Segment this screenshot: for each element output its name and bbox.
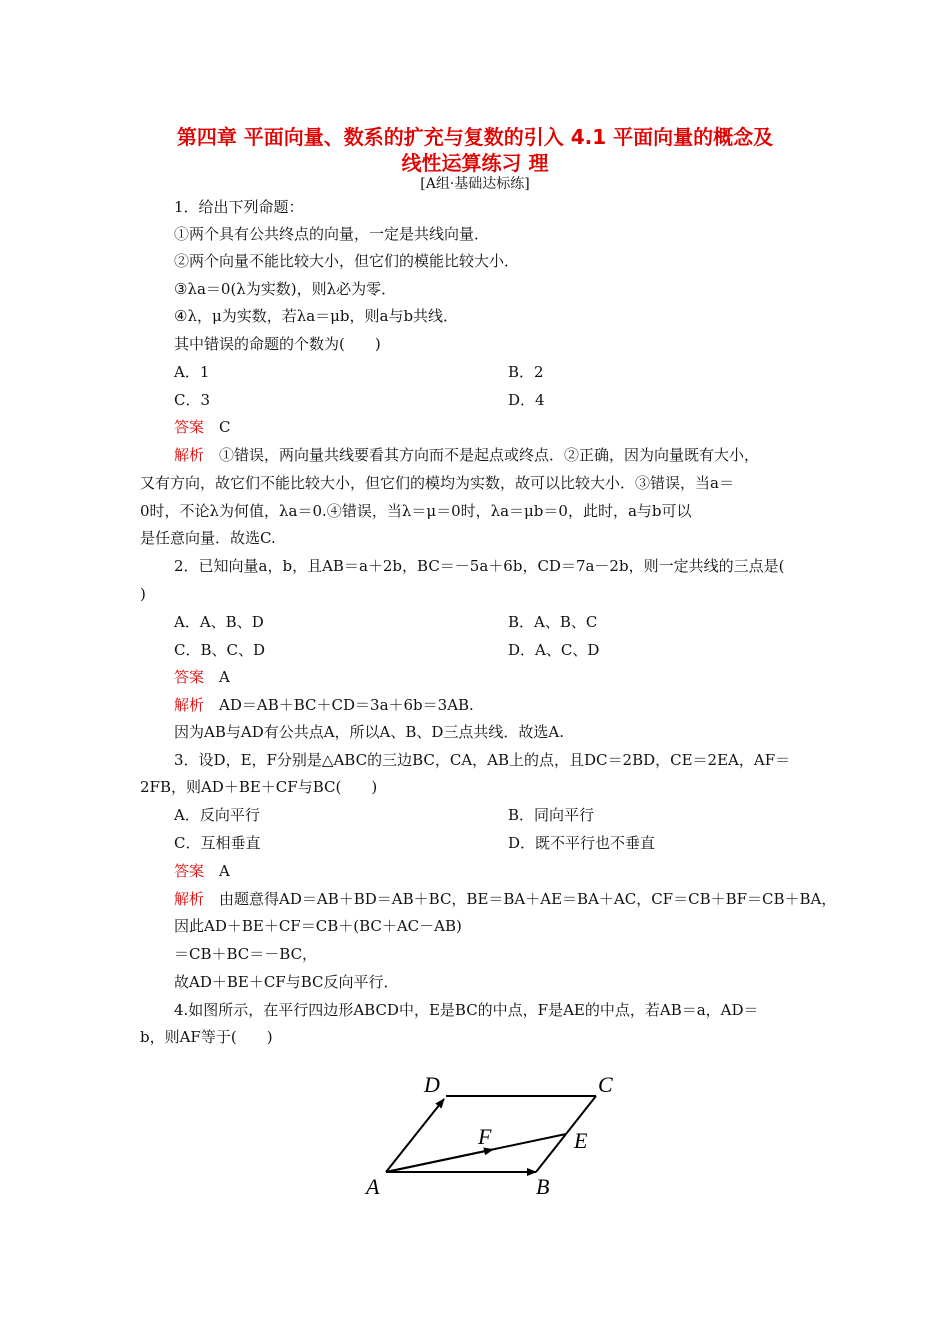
point-label-d: D xyxy=(424,1072,440,1097)
point-label-c: C xyxy=(598,1072,613,1097)
q1-question: 其中错误的命题的个数为( ) xyxy=(174,335,381,353)
q3-option-a: A．反向平行 xyxy=(174,806,260,824)
q1-proposition-1: ①两个具有公共终点的向量，一定是共线向量． xyxy=(174,225,490,243)
q1-stem: 1．给出下列命题： xyxy=(174,198,304,216)
explanation-label: 解析 xyxy=(174,446,205,464)
q2-option-b: B．A、B、C xyxy=(508,613,598,631)
q1-explanation-4: 是任意向量．故选C. xyxy=(140,529,276,547)
answer-value: A xyxy=(219,862,230,880)
section-subtitle: [A组·基础达标练] xyxy=(420,176,530,192)
point-label-e: E xyxy=(574,1128,588,1153)
q1-explanation-1 xyxy=(174,445,759,465)
parallelogram-figure xyxy=(360,1062,630,1211)
q3-explanation-2: 因此AD＋BE＋CF＝CB＋(BC＋AC－AB) xyxy=(174,917,462,935)
point-label-b: B xyxy=(536,1174,550,1199)
q4-stem-2: b，则AF等于( ) xyxy=(140,1028,273,1046)
answer-value: A xyxy=(219,668,230,686)
q1-explanation-2: 又有方向，故它们不能比较大小，但它们的模均为实数，故可以比较大小．③错误，当a＝ xyxy=(140,474,734,492)
q3-option-d: D．既不平行也不垂直 xyxy=(508,834,656,852)
answer-value: C xyxy=(219,418,231,436)
point-label-f: F xyxy=(478,1124,492,1149)
q3-explanation-4: 故AD＋BE＋CF与BC反向平行． xyxy=(174,973,399,991)
explanation-text: AD＝AB＋BC＋CD＝3a＋6b＝3AB. xyxy=(219,696,474,714)
q2-answer xyxy=(174,667,230,687)
q1-option-c: C．3 xyxy=(174,391,211,409)
q2-explanation-1 xyxy=(174,695,474,715)
explanation-text: ①错误，两向量共线要看其方向而不是起点或终点．②正确，因为向量既有大小， xyxy=(219,446,760,464)
explanation-label: 解析 xyxy=(174,696,205,714)
parallelogram-diagram xyxy=(360,1062,630,1207)
q2-option-a: A．A、B、D xyxy=(174,613,264,631)
q1-option-a: A．1 xyxy=(174,363,210,381)
explanation-label: 解析 xyxy=(174,890,205,908)
q2-option-c: C．B、C、D xyxy=(174,641,266,659)
q3-explanation-3: ＝CB＋BC＝－BC， xyxy=(174,945,318,963)
q1-option-b: B．2 xyxy=(508,363,544,381)
q2-option-d: D．A、C、D xyxy=(508,641,600,659)
q1-proposition-2: ②两个向量不能比较大小，但它们的模能比较大小． xyxy=(174,252,520,270)
q3-option-b: B．同向平行 xyxy=(508,806,595,824)
q1-explanation-3: 0时，不论λ为何值，λa＝0.④错误，当λ＝μ＝0时，λa＝μb＝0，此时，a与b可以 xyxy=(140,502,692,520)
q1-proposition-4: ④λ，μ为实数，若λa＝μb，则a与b共线． xyxy=(174,307,459,325)
answer-label: 答案 xyxy=(174,668,205,686)
q1-proposition-3: ③λa＝0(λ为实数)，则λ必为零． xyxy=(174,280,397,298)
q3-option-c: C．互相垂直 xyxy=(174,834,261,852)
q3-answer xyxy=(174,861,230,881)
q3-stem-2: 2FB，则AD＋BE＋CF与BC( ) xyxy=(140,778,378,796)
page-title-line-2: 线性运算练习 理 xyxy=(401,151,549,175)
answer-label: 答案 xyxy=(174,418,205,436)
point-label-a: A xyxy=(366,1174,380,1199)
explanation-text: 由题意得AD＝AB＋BD＝AB＋BC，BE＝BA＋AE＝BA＋AC，CF＝CB＋BF＝CB＋BA， xyxy=(219,890,837,908)
page-title-line-1: 第四章 平面向量、数系的扩充与复数的引入 4.1 平面向量的概念及 xyxy=(176,125,774,149)
q1-answer xyxy=(174,417,231,437)
q3-explanation-1 xyxy=(174,889,836,909)
q3-stem-1: 3．设D，E，F分别是△ABC的三边BC，CA，AB上的点，且DC＝2BD，CE＝2EA，AF＝ xyxy=(174,751,791,769)
q2-stem-1: 2．已知向量a，b，且AB＝a＋2b，BC＝－5a＋6b，CD＝7a－2b，则一定共线的三点是( xyxy=(174,557,785,575)
q4-stem-1: 4.如图所示，在平行四边形ABCD中，E是BC的中点，F是AE的中点，若AB＝a，AD＝ xyxy=(174,1001,759,1019)
q2-stem-2: ) xyxy=(140,585,146,603)
answer-label: 答案 xyxy=(174,862,205,880)
q2-explanation-2: 因为AB与AD有公共点A，所以A、B、D三点共线．故选A. xyxy=(174,723,565,741)
q1-option-d: D．4 xyxy=(508,391,545,409)
